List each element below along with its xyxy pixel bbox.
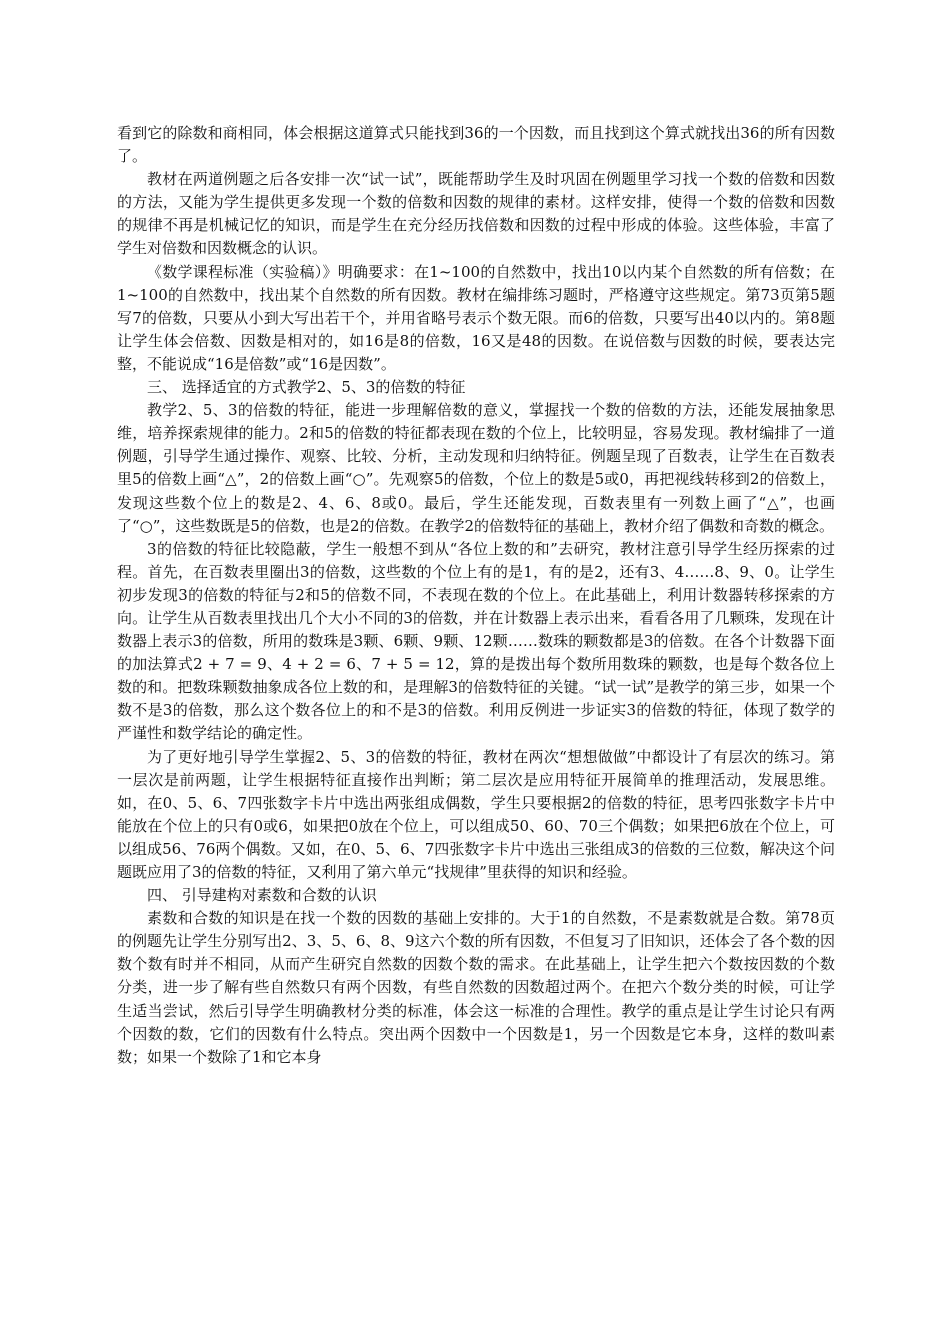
paragraph: 3的倍数的特征比较隐蔽，学生一般想不到从“各位上数的和”去研究，教材注意引导学生经历探索的过程。首先，在百数表里圈出3的倍数，这些数的个位上有的是1，有的是2，还有3、4……8、9、0。让学生初步发现3的倍数的特征与2和5的倍数不同，不表现在数的个位上。在此基础上，利用计数器转移探索的方向。让学生从百数表里找出几个大小不同的3的倍数，并在计数器上表示出来，看看各用了几颗珠，发现在计数器上表示3的倍数，所用的数珠是3颗、6颗、9颗、12颗……数珠的颗数都是3的倍数。在各个计数器下面的加法算式2 + 7 = 9、4 + 2 = 6、7 + 5 = 12，算的是拨出每个数所用数珠的颗数，也是每个数各位上数的和。把数珠颗数抽象成各位上数的和，是理解3的倍数特征的关键。“试一试”是教学的第三步，如果一个数不是3的倍数，那么这个数各位上的和不是3的倍数。利用反例进一步证实3的倍数的特征，体现了数学的严谨性和数学结论的确定性。 xyxy=(117,539,835,743)
document-body xyxy=(117,122,835,1069)
paragraph: 素数和合数的知识是在找一个数的因数的基础上安排的。大于1的自然数，不是素数就是合数。第78页的例题先让学生分别写出2、3、5、6、8、9这六个数的所有因数，不但复习了旧知识，还体会了各个数的因数个数有时并不相同，从而产生研究自然数的因数个数的需求。在此基础上，让学生把六个数按因数的个数分类，进一步了解有些自然数只有两个因数，有些自然数的因数超过两个。在把六个数分类的时候，可让学生适当尝试，然后引导学生明确教材分类的标准，体会这一标准的合理性。教学的重点是让学生讨论只有两个因数的数，它们的因数有什么特点。突出两个因数中一个因数是1，另一个因数是它本身，这样的数叫素数；如果一个数除了1和它本身 xyxy=(117,909,835,1066)
paragraph: 教学2、5、3的倍数的特征，能进一步理解倍数的意义，掌握找一个数的倍数的方法，还能发展抽象思维，培养探索规律的能力。2和5的倍数的特征都表现在数的个位上，比较明显，容易发现。教材编排了一道例题，引导学生通过操作、观察、比较、分析，主动发现和归纳特征。例题呈现了百数表，让学生在百数表里5的倍数上画“△”，2的倍数上画“○”。先观察5的倍数，个位上的数是5或0，再把视线转移到2的倍数上，发现这些数个位上的数是2、4、6、8或0。最后，学生还能发现，百数表里有一列数上画了“△”，也画了“○”，这些数既是5的倍数，也是2的倍数。在教学2的倍数特征的基础上，教材介绍了偶数和奇数的概念。 xyxy=(117,401,835,535)
paragraph: 《数学课程标准（实验稿）》明确要求：在1~100的自然数中，找出10以内某个自然数的所有倍数；在1~100的自然数中，找出某个自然数的所有因数。教材在编排练习题时，严格遵守这些规定。第73页第5题写7的倍数，只要从小到大写出若干个，并用省略号表示个数无限。而6的倍数，只要写出40以内的。第8题让学生体会倍数、因数是相对的，如16是8的倍数，16又是48的因数。在说倍数与因数的时候，要表达完整，不能说成“16是倍数”或“16是因数”。 xyxy=(117,262,835,373)
section-heading: 三、 选择适宜的方式教学2、5、3的倍数的特征 xyxy=(147,378,466,397)
paragraph: 为了更好地引导学生掌握2、5、3的倍数的特征，教材在两次“想想做做”中都设计了有层次的练习。第一层次是前两题，让学生根据特征直接作出判断；第二层次是应用特征开展简单的推理活动，发展思维。如，在0、5、6、7四张数字卡片中选出两张组成偶数，学生只要根据2的倍数的特征，思考四张数字卡片中能放在个位上的只有0或6，如果把0放在个位上，可以组成50、60、70三个偶数；如果把6放在个位上，可以组成56、76两个偶数。又如，在0、5、6、7四张数字卡片中选出三张组成3的倍数的三位数，解决这个问题既应用了3的倍数的特征，又利用了第六单元“找规律”里获得的知识和经验。 xyxy=(117,747,835,881)
paragraph: 看到它的除数和商相同，体会根据这道算式只能找到36的一个因数，而且找到这个算式就找出36的所有因数了。 xyxy=(117,124,835,166)
paragraph: 教材在两道例题之后各安排一次“试一试”，既能帮助学生及时巩固在例题里学习找一个数的倍数和因数的方法，又能为学生提供更多发现一个数的倍数和因数的规律的素材。这样安排，使得一个数的倍数和因数的规律不再是机械记忆的知识，而是学生在充分经历找倍数和因数的过程中形成的体验。这些体验，丰富了学生对倍数和因数概念的认识。 xyxy=(117,170,835,258)
section-heading: 四、 引导建构对素数和合数的认识 xyxy=(147,886,377,905)
